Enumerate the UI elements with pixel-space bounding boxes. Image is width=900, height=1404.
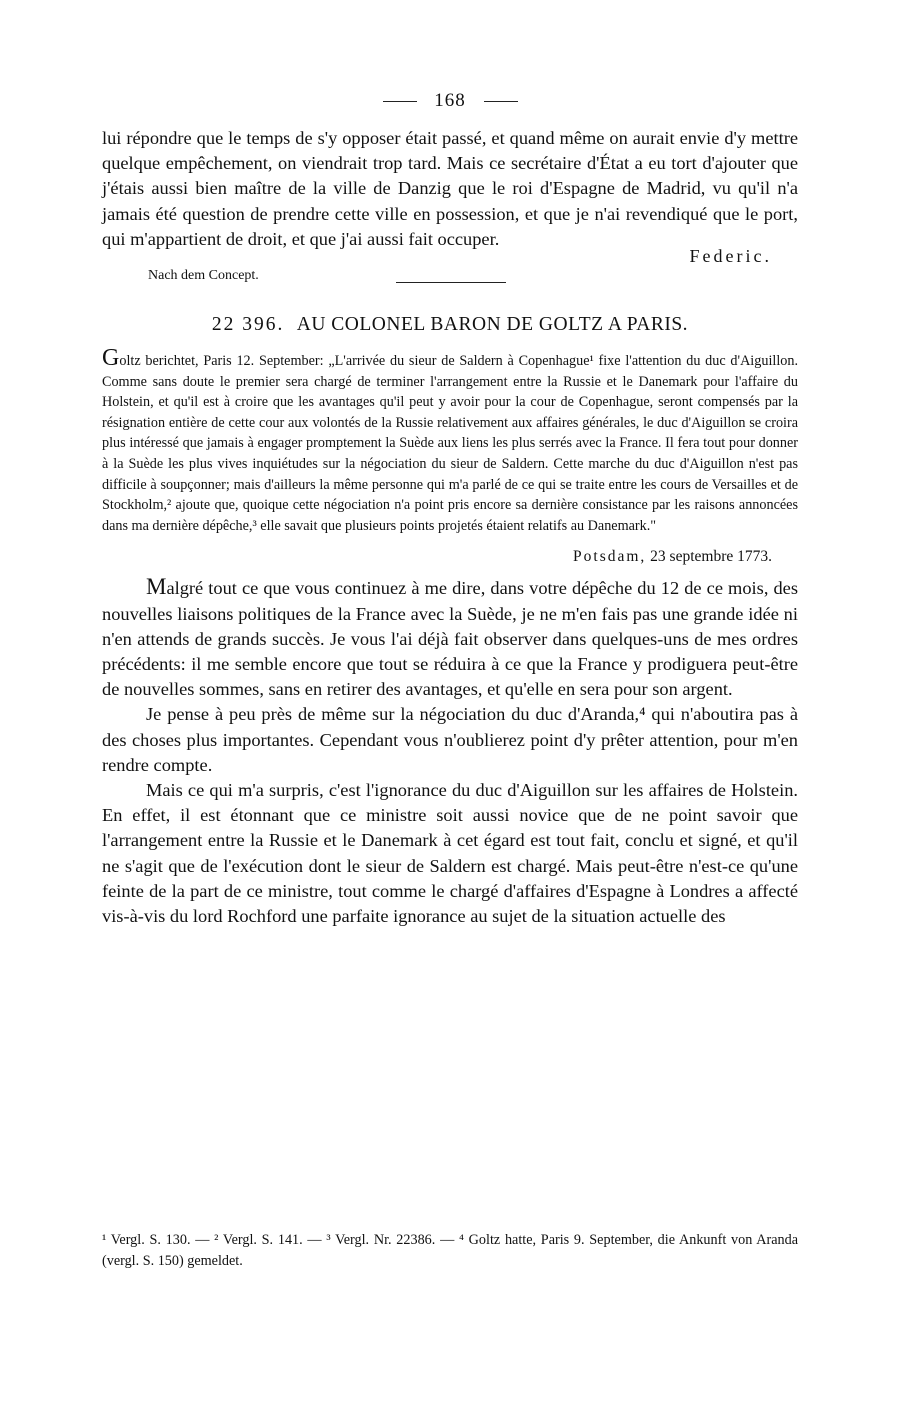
date-rest: 23 septembre 1773. xyxy=(650,548,772,566)
document-heading xyxy=(102,314,798,336)
signature-row xyxy=(102,246,798,292)
footnotes: ¹ Vergl. S. 130. — ² Vergl. S. 141. — ³ Vergl. Nr. 22386. — ⁴ Goltz hatte, Paris 9. September, die Ankunft von Aranda (vergl. S. 150) gemeldet. xyxy=(102,1232,798,1269)
summary-text: oltz berichtet, Paris 12. September: „L'arrivée du sieur de Saldern à Copenhague¹ fixe l'attention du duc d'Aiguillon. Comme sans doute le premier sera chargé de terminer l'arrangement entre la Russie et le Danemark pour l'affaire du Holstein, et qu'il est à croire que les avantages qu'il peut y avoir pour la cour de Copenhague, seront compensés par la résignation entière de cette cour aux volontés de la Russie relativement aux affaires générales, le duc d'Aiguillon se croira plus intéressé que jamais à engager promptement la Suède aux liens les plus serrés avec la France. Il fera tout pour donner à la Suède les plus vives inquiétudes sur la négociation du sieur de Saldern. Cette marche du duc d'Aiguillon n'est pas difficile à soupçonner; mais d'ailleurs la même personne qui m'a parlé de ce qui se traite entre les cours de Versailles et de Stockholm,² ajoute que, quoique cette négociation n'a point pris encore sa dernière consistance par les raisons annoncées dans ma dernière dépêche,³ elle savait que plusieurs points projetés étaient relatifs au Danemark." xyxy=(102,353,798,534)
letter-paragraph-2: Je pense à peu près de même sur la négociation du duc d'Aranda,⁴ qui n'aboutira pas à des choses plus importantes. Cependant vous n'oublierez point d'y prêter attention, pour m'en rendre compte. xyxy=(102,704,798,775)
date-place: Potsdam, xyxy=(573,548,647,566)
document-number: 22 396. xyxy=(211,314,285,336)
summary-initial: G xyxy=(102,345,120,372)
document-title: AU COLONEL BARON DE GOLTZ A PARIS. xyxy=(296,314,689,336)
section-divider xyxy=(396,282,506,283)
continuation-paragraph: lui répondre que le temps de s'y opposer était passé, et quand même on aurait envie d'y mettre quelque empêchement, on viendrait trop tard. Mais ce secrétaire d'État a eu tort d'ajouter que j'étais aussi bien maître de la ville de Danzig que le roi d'Espagne de Madrid, vu qu'il n'a jamais été question de prendre cette ville en possession, et que je n'ai revendiqué que le port, qui m'appartient de droit, et que j'ai aussi fait occuper. xyxy=(102,128,798,249)
letter-paragraph-3: Mais ce qui m'a surpris, c'est l'ignorance du duc d'Aiguillon sur les affaires de Holstein. En effet, il est étonnant que ce ministre soit aussi novice que de ne point savoir que l'arrangement entre la Russie et le Danemark à cet égard est tout fait, conclu et signé, et qu'il ne s'agit que de l'exécution dont le sieur de Saldern est chargé. Mais peut-être n'est-ce qu'une feinte de la part de ce ministre, tout comme le chargé d'affaires d'Espagne à Londres a affecté vis-à-vis du lord Rochford une parfaite ignorance au sujet de la situation actuelle des xyxy=(102,779,798,926)
dateline xyxy=(102,548,772,566)
page xyxy=(102,90,798,929)
page-number: 168 xyxy=(434,90,466,111)
document-summary xyxy=(102,345,798,536)
signature: Federic. xyxy=(689,246,772,267)
header-dash-right xyxy=(484,101,518,102)
letter-paragraph-1 xyxy=(102,574,798,702)
letter-initial: M xyxy=(146,574,167,600)
letter-paragraph-1-text: algré tout ce que vous continuez à me dire, dans votre dépêche du 12 de ce mois, des nouvelles liaisons politiques de la France avec la Suède, je ne m'en fais pas une grande idée ni n'en attends de grands succès. Je vous l'ai déjà fait observer dans quelques-uns de mes ordres précédents: il me semble encore que tout se réduira à ce que la France y prodiguera peut-être de nouvelles sommes, sans en retirer des avantages, et qu'elle en sera pour son argent. xyxy=(102,578,798,700)
source-note: Nach dem Concept. xyxy=(148,268,259,284)
header-dash-left xyxy=(383,101,417,102)
page-header xyxy=(102,90,798,112)
